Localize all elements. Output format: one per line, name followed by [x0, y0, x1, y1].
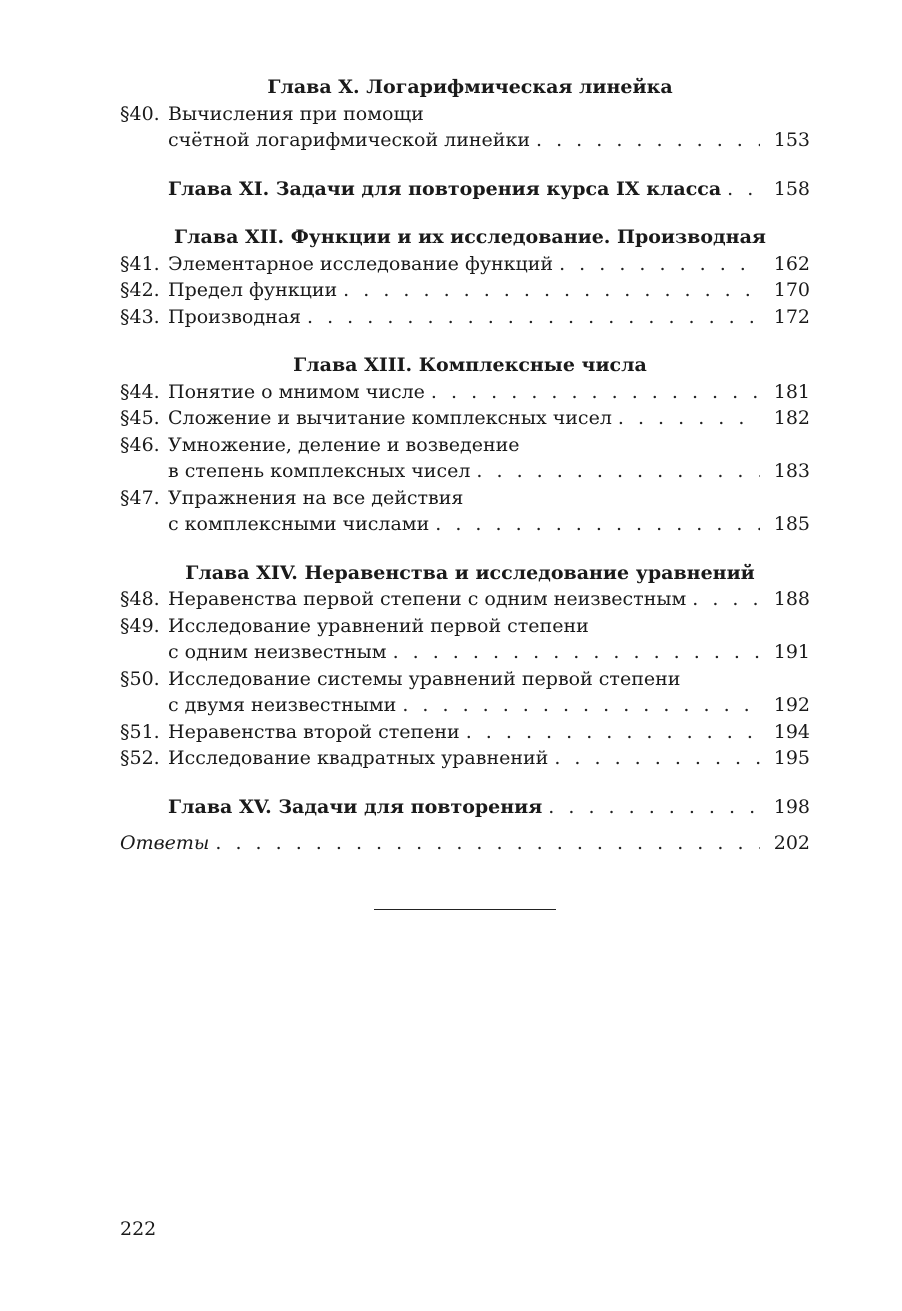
page-number: 172: [773, 305, 810, 328]
toc-entry-46: [120, 432, 810, 485]
page-number: 194: [773, 720, 810, 743]
chapter-14-title: Глава XIV. Неравенства и исследование уравнений: [185, 561, 755, 584]
leader-dots: [692, 586, 760, 613]
section-title: Неравенства первой степени с одним неизвестным: [168, 588, 687, 610]
chapter-15-entry: [168, 794, 810, 821]
answers-entry: [120, 830, 810, 857]
page-number: 170: [773, 279, 810, 301]
leader-dots: [536, 127, 760, 154]
page-number: 181: [773, 380, 810, 403]
leader-dots: [393, 639, 760, 666]
page-number: 191: [773, 641, 810, 663]
leader-dots: [215, 830, 760, 857]
toc-entry-42: [120, 277, 810, 304]
end-rule: [374, 909, 556, 910]
leader-dots: [435, 511, 760, 538]
chapter-12-title: Глава XII. Функции и их исследование. Производная: [174, 226, 766, 248]
section-title: Неравенства второй степени: [168, 720, 460, 743]
section-number: §46.: [120, 433, 160, 456]
leader-dots: [559, 251, 760, 278]
section-number: §48.: [120, 588, 160, 610]
leader-dots: [548, 794, 760, 821]
section-number: §40.: [120, 102, 160, 125]
section-title-line1: Исследование системы уравнений первой степени: [168, 667, 681, 690]
leader-dots: [402, 692, 760, 719]
section-title-line1: Исследование уравнений первой степени: [168, 614, 589, 637]
leader-dots: [727, 176, 760, 203]
toc-entry-51: [120, 719, 810, 746]
section-title: Производная: [168, 305, 302, 328]
section-title-line1: Умножение, деление и возведение: [168, 433, 520, 456]
page-number: 192: [773, 694, 810, 716]
section-number: §42.: [120, 279, 160, 301]
toc-entry-47: [120, 485, 810, 538]
section-title-line1: Вычисления при помощи: [168, 102, 424, 125]
page-number: 183: [773, 460, 810, 482]
leader-dots: [466, 719, 760, 746]
toc-entry-44: [120, 379, 810, 406]
leader-dots: [343, 277, 760, 304]
section-title-line2: с комплексными числами: [168, 513, 430, 535]
page-number: 153: [773, 129, 810, 151]
section-title-line2: с одним неизвестным: [168, 641, 387, 663]
toc-entry-41: [120, 251, 810, 278]
section-title: Исследование квадратных уравнений: [168, 747, 549, 769]
section-title-line1: Упражнения на все действия: [168, 486, 464, 509]
chapter-11-title: Глава XI. Задачи для повторения курса IX класса: [168, 177, 722, 200]
table-of-contents: [120, 74, 810, 857]
section-number: §52.: [120, 747, 160, 769]
section-title: Понятие о мнимом числе: [168, 380, 425, 403]
chapter-11-entry: [168, 176, 810, 203]
toc-entry-43: [120, 304, 810, 331]
chapter-13-title: Глава XIII. Комплексные числа: [293, 354, 647, 376]
page-number: 188: [773, 588, 810, 610]
page-number: 202: [773, 832, 810, 854]
section-number: §51.: [120, 720, 160, 743]
section-title-line2: с двумя неизвестными: [168, 694, 397, 716]
section-number: §44.: [120, 380, 160, 403]
leader-dots: [307, 304, 760, 331]
chapter-10-title: Глава X. Логарифмическая линейка: [267, 76, 673, 98]
section-title-line2: в степень комплексных чисел: [168, 460, 471, 482]
page-number: 185: [773, 513, 810, 535]
leader-dots: [431, 379, 760, 406]
section-number: §45.: [120, 407, 160, 429]
page-number: 182: [773, 407, 810, 429]
section-title: Предел функции: [168, 279, 338, 301]
section-number: §43.: [120, 305, 160, 328]
toc-entry-50: [120, 666, 810, 719]
section-title: Сложение и вычитание комплексных чисел: [168, 407, 612, 429]
page-number: 198: [773, 795, 810, 818]
page-folio: 222: [120, 1218, 157, 1240]
section-number: §47.: [120, 486, 160, 509]
page-number: 162: [773, 252, 810, 275]
leader-dots: [476, 458, 760, 485]
leader-dots: [554, 745, 760, 772]
leader-dots: [618, 405, 760, 432]
toc-entry-52: [120, 745, 810, 772]
toc-entry-45: [120, 405, 810, 432]
section-number: §41.: [120, 252, 160, 275]
section-title-line2: счётной логарифмической линейки: [168, 129, 531, 151]
section-title: Элементарное исследование функций: [168, 252, 554, 275]
toc-entry-49: [120, 613, 810, 666]
page-number: 158: [773, 177, 810, 200]
section-number: §50.: [120, 667, 160, 690]
toc-entry-40: [120, 101, 810, 154]
toc-entry-48: [120, 586, 810, 613]
chapter-15-title: Глава XV. Задачи для повторения: [168, 795, 543, 818]
answers-title: Ответы: [120, 832, 210, 854]
page-number: 195: [773, 747, 810, 769]
section-number: §49.: [120, 614, 160, 637]
